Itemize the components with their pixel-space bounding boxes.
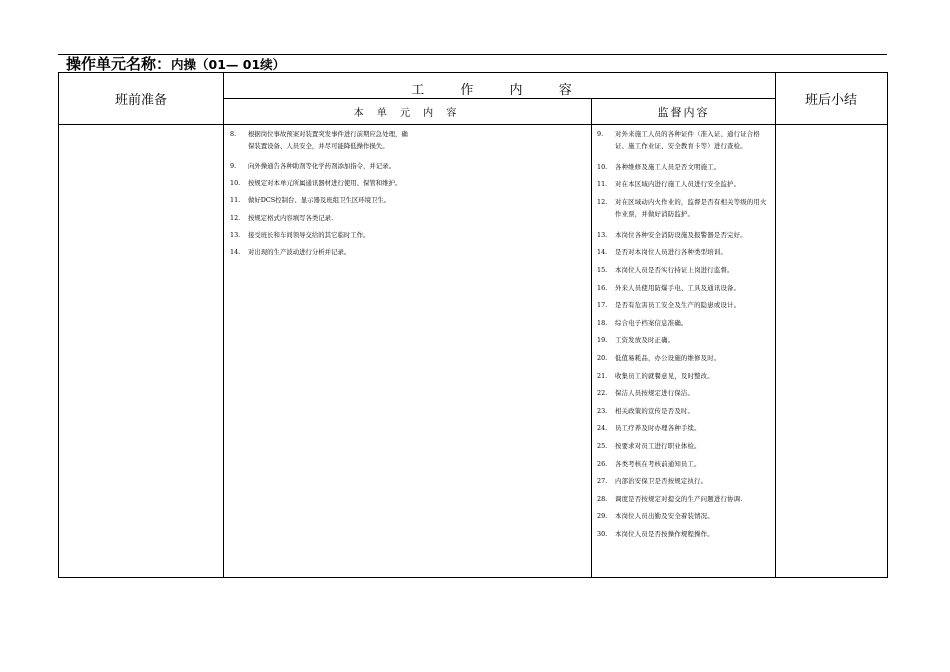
item-number: 10. (597, 162, 608, 171)
list-item (230, 248, 410, 256)
item-number: 19. (597, 336, 608, 345)
list-item (230, 196, 410, 204)
item-text: 是否对本岗位人员进行各种类型培训。 (615, 248, 728, 257)
item-text: 根据岗位事故预案对装置突发事件进行前期应急处理，确保装置设备、人员安全，并尽可能降低操作损失。 (248, 129, 408, 151)
item-text: 保洁人员按规定进行保洁。 (615, 389, 695, 398)
item-number: 12. (230, 213, 241, 222)
list-item (597, 512, 773, 520)
item-number: 29. (597, 512, 608, 521)
list-item (597, 495, 773, 503)
item-text: 对在本区域内进行施工人员进行安全监护。 (615, 180, 741, 189)
header-supervision: 监督内容 (657, 106, 710, 119)
list-item (230, 130, 410, 153)
item-number: 23. (597, 406, 608, 415)
list-item (597, 389, 773, 397)
item-number: 13. (597, 230, 608, 239)
list-item (597, 130, 773, 153)
item-number: 16. (597, 283, 608, 292)
item-text: 调度是否按规定对提交的生产问题进行协调. (615, 494, 743, 503)
item-number: 10. (230, 179, 241, 188)
item-number: 9. (230, 162, 237, 171)
item-number: 8. (230, 130, 237, 138)
unit-content-list (230, 130, 410, 265)
item-text: 员工疗养及时办理各种手续。 (615, 424, 701, 433)
list-item (597, 180, 773, 188)
divider-left (223, 73, 224, 577)
header-before-shift: 班前准备 (114, 93, 167, 108)
divider-right (775, 73, 776, 577)
item-text: 各种维修及施工人员是否文明施工。 (615, 162, 721, 171)
item-number: 11. (597, 180, 608, 189)
item-number: 14. (597, 248, 608, 257)
item-text: 本岗位各种安全消防设施及报警器是否完好。 (615, 230, 747, 239)
item-number: 22. (597, 389, 608, 398)
item-text: 工资发放及时正确。 (615, 336, 675, 345)
list-item (597, 198, 773, 221)
unit-title-label: 操作单元名称： (66, 55, 172, 73)
item-number: 15. (597, 265, 608, 274)
header-divider-inner (224, 98, 775, 99)
item-number: 9. (597, 130, 604, 138)
item-number: 18. (597, 318, 608, 327)
header-unit-content: 本 单 元 内 容 (353, 108, 462, 119)
item-number: 14. (230, 248, 241, 257)
item-number: 12. (597, 197, 608, 206)
supervision-list (597, 130, 773, 547)
item-text: 综合电子档案信息准确。 (615, 318, 688, 327)
work-content-table (58, 72, 888, 578)
list-item (597, 231, 773, 239)
list-item (597, 248, 773, 256)
item-text: 内部治安保卫是否按规定执行。 (615, 477, 708, 486)
list-item (597, 266, 773, 274)
item-number: 26. (597, 459, 608, 468)
header-after-shift: 班后小结 (804, 93, 857, 108)
list-item (230, 231, 410, 239)
item-number: 11. (230, 196, 241, 205)
item-text: 外来人员使用防爆手电、工具及通讯设备。 (615, 283, 741, 292)
item-text: 相关政策的宣传是否及时。 (615, 406, 695, 415)
item-text: 对在区域动内火作业的，监督是否有相关等级的用火作业票，并做好消防监护。 (615, 197, 767, 219)
list-item (597, 301, 773, 309)
list-item (597, 530, 773, 538)
item-text: 本岗位人员是否实行持证上岗进行监督。 (615, 265, 734, 274)
list-item (597, 163, 773, 171)
unit-title-value: 内操（01— 01续） (171, 57, 286, 72)
item-text: 低值易耗品，办公设施的维修及时。 (615, 353, 721, 362)
item-text: 对外来施工人员的各种证件（准入证、通行证合格证、施工作业证、安全教育卡等）进行查检。 (615, 129, 760, 151)
item-number: 13. (230, 230, 241, 239)
divider-middle (591, 99, 592, 577)
list-item (597, 424, 773, 432)
list-item (597, 336, 773, 344)
header-divider-bottom (59, 124, 887, 125)
list-item (230, 162, 410, 170)
item-text: 按规定格式内容填写各类记录. (248, 213, 334, 222)
list-item (230, 179, 410, 187)
header-work-content: 工 作 内 容 (411, 83, 588, 98)
list-item (597, 372, 773, 380)
item-number: 28. (597, 494, 608, 503)
item-number: 24. (597, 424, 608, 433)
item-number: 21. (597, 371, 608, 380)
item-text: 接受班长和车间领导交给的其它临时工作。 (248, 230, 370, 239)
item-number: 25. (597, 441, 608, 450)
item-number: 27. (597, 477, 608, 486)
item-text: 收集员工的就餐意见，及时整改。 (615, 371, 714, 380)
item-number: 20. (597, 353, 608, 362)
item-text: 本岗位人员是否按操作规程操作。 (615, 529, 714, 538)
item-text: 各类考核在考核前通知员工。 (615, 459, 701, 468)
item-text: 按要求对员工进行职业体检。 (615, 441, 701, 450)
list-item (597, 477, 773, 485)
item-text: 做好DCS控制台、显示器及班组卫生区环境卫生。 (248, 196, 391, 205)
list-item (597, 354, 773, 362)
item-text: 向外操通告各种助剂等化学药剂添加指令，并记录。 (248, 162, 395, 171)
item-text: 对出现的生产波动进行分析并记录。 (248, 248, 351, 257)
item-text: 是否有危害员工安全及生产的隐患或设计。 (615, 301, 741, 310)
list-item (597, 460, 773, 468)
list-item (597, 319, 773, 327)
list-item (597, 407, 773, 415)
item-number: 17. (597, 301, 608, 310)
item-number: 30. (597, 529, 608, 538)
list-item (597, 284, 773, 292)
list-item (597, 442, 773, 450)
item-text: 按规定对本单元所属通讯器材进行使用、保管和维护。 (248, 179, 402, 188)
item-text: 本岗位人员出勤及安全着装情况。 (615, 512, 714, 521)
list-item (230, 214, 410, 222)
